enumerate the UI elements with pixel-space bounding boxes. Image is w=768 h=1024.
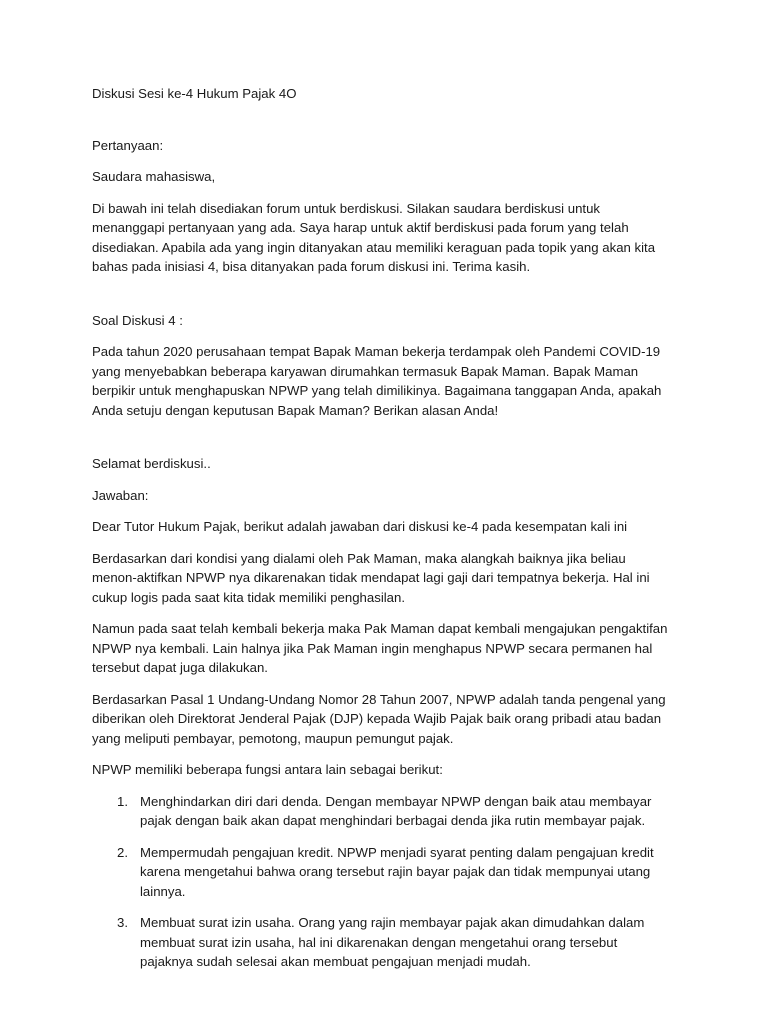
list-item <box>92 913 672 972</box>
document-page <box>92 84 672 984</box>
soal-label: Soal Diskusi 4 : <box>92 312 183 328</box>
intro-paragraph: Di bawah ini telah disediakan forum untuk berdiskusi. Silakan saudara berdiskusi untuk menanggapi pertanyaan yang ada. Saya harap untuk aktif berdiskusi pada forum yang telah disediakan. Apabila ada yang ingin ditanyakan atau memiliki keraguan pada topik yang akan kita bahas pada inisiasi 4, bisa ditanyakan pada forum diskusi ini. Terima kasih. <box>92 200 656 274</box>
fungsi-list <box>92 792 672 972</box>
document-title: Diskusi Sesi ke-4 Hukum Pajak 4O <box>92 86 297 101</box>
list-item-text: Menghindarkan diri dari denda. Dengan membayar NPWP dengan baik atau membayar pajak dengan baik akan dapat menghindari berbagai denda jika rutin membayar pajak. <box>140 793 652 828</box>
answer-paragraph-1: Berdasarkan dari kondisi yang dialami oleh Pak Maman, maka alangkah baiknya jika beliau menon-aktifkan NPWP nya dikarenakan tidak mendapat lagi gaji dari tempatnya bekerja. Hal ini cukup logis pada saat kita tidak memiliki penghasilan. <box>92 550 650 605</box>
closing-text: Selamat berdiskusi.. <box>92 456 211 471</box>
answer-intro: Dear Tutor Hukum Pajak, berikut adalah jawaban dari diskusi ke-4 pada kesempatan kali ini <box>92 519 628 534</box>
answer-paragraph-2: Namun pada saat telah kembali bekerja maka Pak Maman dapat kembali mengajukan pengaktifan NPWP nya kembali. Lain halnya jika Pak Maman ingin menghapus NPWP secara permanen hal tersebut dapat juga dilakukan. <box>92 621 668 675</box>
soal-paragraph: Pada tahun 2020 perusahaan tempat Bapak Maman bekerja terdampak oleh Pandemi COVID-19 yang menyebabkan beberapa karyawan dirumahkan termasuk Bapak Maman. Bapak Maman berpikir untuk menghapuskan NPWP yang telah dimilikinya. Bagaimana tanggapan Anda, apakah Anda setuju dengan keputusan Bapak Maman? Berikan alasan Anda! <box>92 344 662 418</box>
list-item-number: 1. <box>117 793 128 809</box>
list-item-number: 2. <box>117 844 128 860</box>
answer-paragraph-3: Berdasarkan Pasal 1 Undang-Undang Nomor 28 Tahun 2007, NPWP adalah tanda pengenal yang diberikan oleh Direktorat Jenderal Pajak (DJP) kepada Wajib Pajak baik orang pribadi atau badan yang meliputi pembayar, pemotong, maupun pemungut pajak. <box>92 691 666 746</box>
fungsi-intro: NPWP memiliki beberapa fungsi antara lain sebagai berikut: <box>92 762 443 777</box>
jawaban-label: Jawaban: <box>92 487 149 503</box>
list-item <box>92 843 672 902</box>
list-item-text: Mempermudah pengajuan kredit. NPWP menjadi syarat penting dalam pengajuan kredit karena mengetahui bahwa orang tersebut rajin bayar pajak dan tidak mempunyai utang lainnya. <box>140 844 654 899</box>
list-item-text: Membuat surat izin usaha. Orang yang rajin membayar pajak akan dimudahkan dalam membuat surat izin usaha, hal ini dikarenakan dengan mengetahui orang tersebut pajaknya sudah selesai akan membuat pengajuan menjadi mudah. <box>140 915 645 969</box>
list-item <box>92 792 672 831</box>
list-item-number: 3. <box>117 915 128 930</box>
salutation: Saudara mahasiswa, <box>92 169 216 184</box>
pertanyaan-label: Pertanyaan: <box>92 137 164 153</box>
